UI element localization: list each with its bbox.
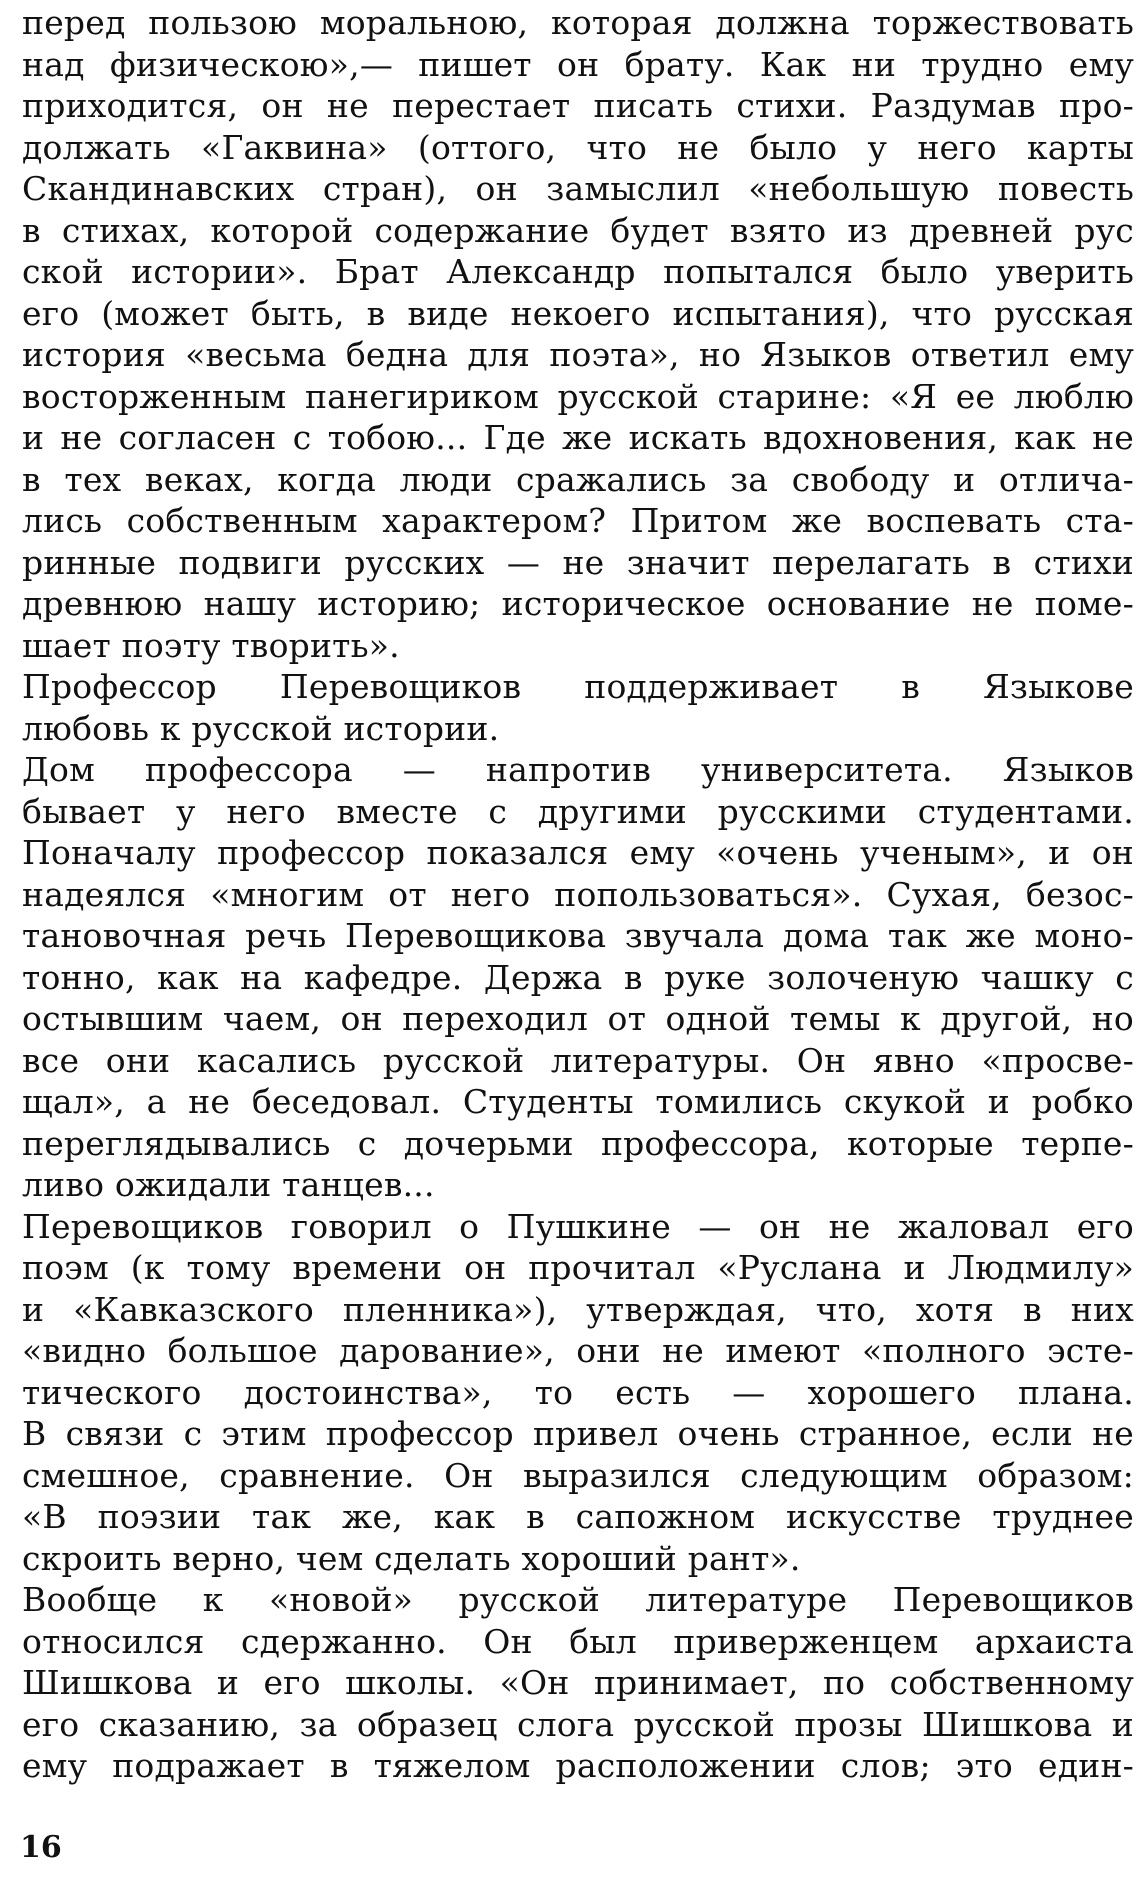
- text-line: тонно, как на кафедре. Держа в руке золоченую чашку с: [22, 957, 1134, 997]
- text-line: шает поэту творить».: [22, 625, 400, 665]
- page-number: 16: [20, 1830, 62, 1865]
- text-line: «видно большое дарование», они не имеют «полного эсте-: [22, 1331, 1134, 1370]
- text-line: переглядывались с дочерьми профессора, которые терпе-: [22, 1123, 1134, 1163]
- text-line: смешное, сравнение. Он выразился следующим образом:: [22, 1455, 1134, 1495]
- text-line: остывшим чаем, он переходил от одной темы к другой, но: [22, 999, 1134, 1038]
- text-line: перед пользою моральною, которая должна торжествовать: [22, 3, 1134, 42]
- text-line: история «весьма бедна для поэта», но Языков ответил ему: [22, 335, 1134, 374]
- text-line: в тех веках, когда люди сражались за свободу и отлича-: [22, 459, 1134, 499]
- body-text: [22, 2, 1134, 1787]
- text-line: восторженным панегириком русской старине: «Я ее люблю: [22, 376, 1134, 416]
- text-line: все они касались русской литературы. Он явно «просве-: [22, 1040, 1134, 1080]
- text-line: Дом профессора — напротив университета. Языков: [22, 750, 1134, 789]
- text-line: его (может быть, в виде некоего испытания), что русская: [22, 293, 1134, 333]
- text-line: относился сдержанно. Он был приверженцем архаиста: [22, 1621, 1134, 1661]
- text-line: над физическою»,— пишет он брату. Как ни трудно ему: [22, 44, 1134, 84]
- text-line: Профессор Перевощиков поддерживает в Языкове: [22, 667, 1134, 706]
- text-line: скроить верно, чем сделать хороший рант».: [22, 1538, 801, 1578]
- text-line: любовь к русской истории.: [22, 708, 500, 748]
- text-line: лись собственным характером? Притом же воспевать ста-: [22, 501, 1134, 540]
- text-line: тического достоинства», то есть — хорошего плана.: [22, 1372, 1134, 1412]
- text-line: ринные подвиги русских — не значит перелагать в стихи: [22, 542, 1134, 582]
- text-line: Шишкова и его школы. «Он принимает, по собственному: [22, 1663, 1134, 1702]
- text-line: его сказанию, за образец слога русской прозы Шишкова и: [22, 1704, 1134, 1744]
- text-line: ему подражает в тяжелом расположении слов; это един-: [22, 1746, 1134, 1785]
- text-line: и «Кавказского пленника»), утверждая, что, хотя в них: [22, 1289, 1134, 1329]
- text-line: ливо ожидали танцев...: [22, 1165, 435, 1204]
- text-line: древнюю нашу историю; историческое основание не поме-: [22, 584, 1134, 623]
- text-line: должать «Гаквина» (оттого, что не было у него карты: [22, 127, 1134, 167]
- text-line: Перевощиков говорил о Пушкине — он не жаловал его: [22, 1206, 1134, 1246]
- text-line: и не согласен с тобою... Где же искать вдохновения, как не: [22, 418, 1134, 457]
- text-line: Скандинавских стран), он замыслил «небольшую повесть: [22, 169, 1134, 208]
- text-line: Вообще к «новой» русской литературе Перевощиков: [22, 1580, 1134, 1619]
- text-line: приходится, он не перестает писать стихи. Раздумав про-: [22, 86, 1134, 125]
- text-line: В связи с этим профессор привел очень странное, если не: [22, 1414, 1134, 1453]
- text-line: в стихах, которой содержание будет взято из древней рус: [22, 210, 1134, 250]
- text-line: бывает у него вместе с другими русскими студентами.: [22, 791, 1134, 831]
- text-line: поэм (к тому времени он прочитал «Руслана и Людмилу»: [22, 1248, 1134, 1287]
- text-line: Поначалу профессор показался ему «очень ученым», и он: [22, 833, 1134, 872]
- text-line: надеялся «многим от него попользоваться». Сухая, безос-: [22, 874, 1134, 914]
- text-line: ской истории». Брат Александр попытался было уверить: [22, 252, 1134, 291]
- text-line: «В поэзии так же, как в сапожном искусстве труднее: [22, 1497, 1134, 1536]
- text-line: тановочная речь Перевощикова звучала дома так же моно-: [22, 916, 1134, 955]
- text-line: щал», а не беседовал. Студенты томились скукой и робко: [22, 1082, 1134, 1121]
